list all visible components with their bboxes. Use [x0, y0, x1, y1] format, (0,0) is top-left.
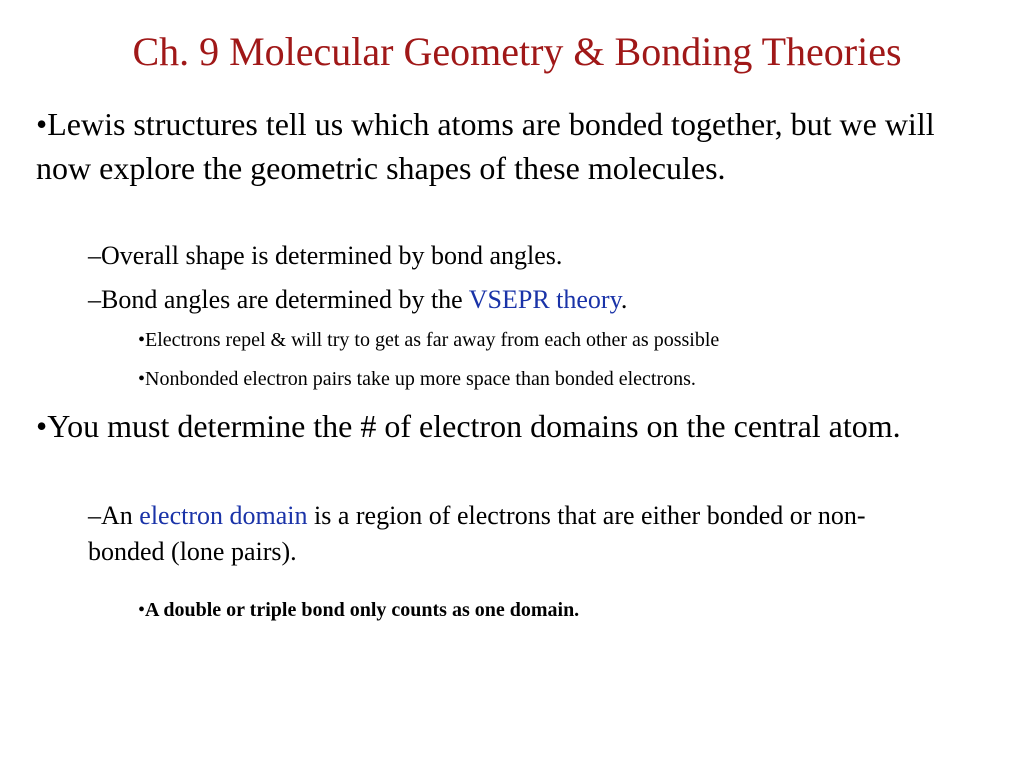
bullet-marker: • [138, 368, 146, 390]
subbullet-text: Overall shape is determined by bond angles. [101, 241, 563, 270]
subbullet-electron-domain-definition [88, 498, 918, 570]
bullet-marker: • [36, 408, 48, 444]
subbullet-text-end: is a region of electrons that are either bonded or non-bonded (lone pairs). [88, 501, 866, 566]
dash-marker: – [88, 241, 101, 270]
subbullet-overall-shape [88, 238, 948, 274]
subbullet-bond-angles [88, 282, 948, 318]
detail-text-bold: A double or triple bond only counts as one domain. [145, 599, 580, 621]
bullet-marker: • [138, 329, 146, 351]
bullet-marker: • [138, 599, 146, 621]
dash-marker: – [88, 501, 101, 530]
bullet-lewis-structures [36, 102, 981, 190]
subbullet-text: Bond angles are determined by the [101, 285, 469, 314]
subbullet-text-end: . [620, 285, 628, 314]
bullet-text: You must determine the # of electron domains on the central atom. [47, 408, 901, 444]
bullet-marker: • [36, 106, 48, 142]
bullet-electron-domains [36, 404, 936, 448]
detail-text: Nonbonded electron pairs take up more space than bonded electrons. [145, 368, 696, 390]
detail-nonbonded-pairs [138, 365, 1008, 393]
bullet-text: Lewis structures tell us which atoms are bonded together, but we will now explore the geometric shapes of these molecules. [36, 106, 935, 186]
vsepr-theory-term: VSEPR theory [468, 285, 621, 314]
subbullet-text: An [101, 501, 140, 530]
slide-title: Ch. 9 Molecular Geometry & Bonding Theories [132, 29, 902, 74]
detail-electrons-repel [138, 326, 1008, 354]
electron-domain-term: electron domain [139, 501, 308, 530]
dash-marker: – [88, 285, 101, 314]
detail-text: Electrons repel & will try to get as far away from each other as possible [145, 329, 720, 351]
detail-double-triple-bond [138, 596, 1008, 624]
